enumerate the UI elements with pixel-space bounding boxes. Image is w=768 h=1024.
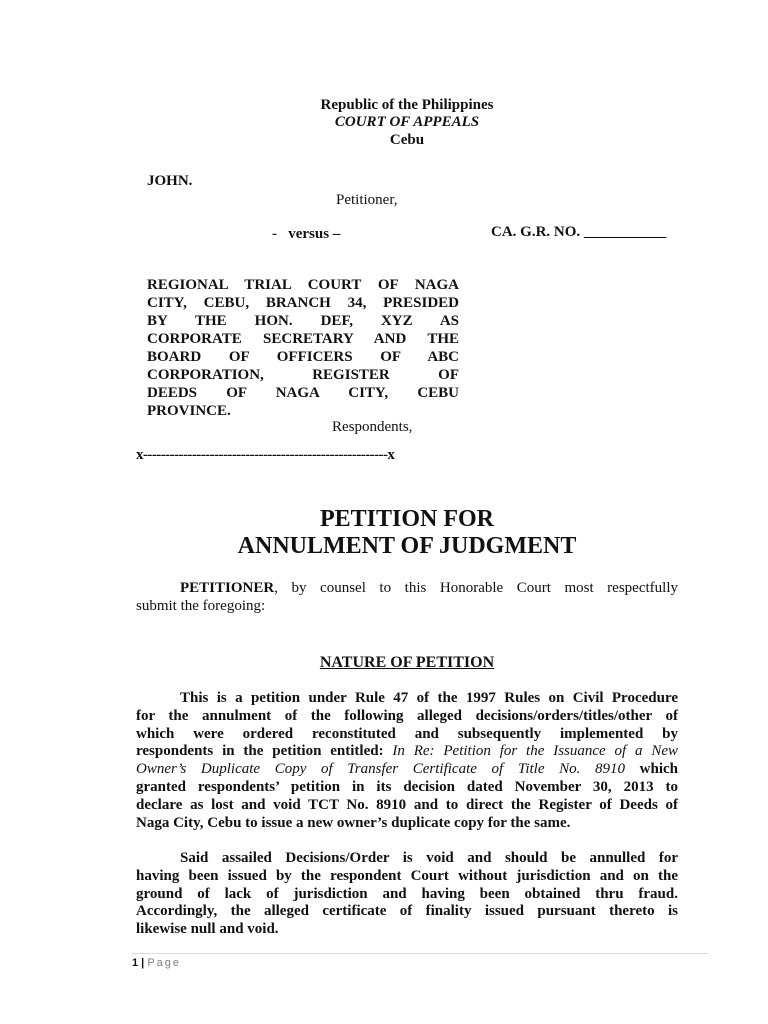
caption-separator: x-------------------------------------------------------x (136, 447, 395, 463)
respondents-label: Respondents, (332, 419, 413, 435)
document-title-line1: PETITION FOR (319, 506, 495, 532)
paragraph-line: likewise null and void. (136, 921, 279, 938)
intro-line: submit the foregoing: (136, 597, 266, 614)
paragraph-line: having been issued by the respondent Court without jurisdiction and on the (136, 867, 678, 884)
page-number: 1 (132, 957, 139, 969)
paragraph-line (136, 743, 678, 761)
respondents-line: CITY, CEBU, BRANCH 34, PRESIDED (147, 295, 459, 311)
paragraph-line: granted respondents’ petition in its decision dated November 30, 2013 to (136, 778, 678, 795)
footer-divider (132, 953, 708, 954)
header-city: Cebu (389, 132, 425, 148)
versus-label: - versus – (272, 226, 341, 242)
intro-rest: , by counsel to this Honorable Court most respectfully (274, 580, 678, 596)
petitioner-name: JOHN. (147, 173, 193, 189)
paragraph-nature (136, 690, 678, 832)
respondents-line: REGIONAL TRIAL COURT OF NAGA (147, 277, 459, 293)
paragraph-line (136, 761, 678, 779)
paragraph-line: declare as lost and void TCT No. 8910 and to direct the Register of Deeds of (136, 796, 678, 813)
paragraph-text: which (625, 761, 679, 778)
respondents-block (147, 276, 459, 420)
paragraph-line: Said assailed Decisions/Order is void and should be annulled for (180, 850, 678, 866)
paragraph-line: This is a petition under Rule 47 of the 1997 Rules on Civil Procedure (180, 690, 678, 706)
header-republic: Republic of the Philippines (320, 97, 494, 113)
respondents-line: PROVINCE. (147, 403, 231, 419)
case-title-italic: In Re: Petition for the Issuance of a New (392, 743, 679, 760)
paragraph-line: Accordingly, the alleged certificate of finality issued pursuant thereto is (136, 903, 678, 920)
paragraph-line: Naga City, Cebu to issue a new owner’s duplicate copy for the same. (136, 814, 571, 831)
paragraph-line: ground of lack of jurisdiction and having been obtained thru fraud. (136, 885, 678, 902)
case-number: CA. G.R. NO. ___________ (491, 224, 667, 240)
footer-separator: | (138, 957, 148, 969)
header-court: COURT OF APPEALS (334, 114, 480, 130)
intro-paragraph (136, 580, 678, 616)
document-title-line2: ANNULMENT OF JUDGMENT (237, 533, 577, 559)
page-label: Page (147, 957, 182, 969)
intro-lead: PETITIONER (180, 580, 275, 596)
respondents-line: BOARD OF OFFICERS OF ABC (147, 349, 459, 365)
section-heading: NATURE OF PETITION (319, 654, 495, 671)
paragraph-void (136, 850, 678, 939)
respondents-line: DEEDS OF NAGA CITY, CEBU (147, 385, 459, 401)
respondents-line: CORPORATION, REGISTER OF (147, 367, 459, 383)
paragraph-text: respondents in the petition entitled: (136, 743, 393, 760)
page-footer (132, 956, 181, 970)
respondents-line: BY THE HON. DEF, XYZ AS (147, 313, 459, 329)
paragraph-line: for the annulment of the following alleged decisions/orders/titles/other of (136, 707, 678, 724)
respondents-line: CORPORATE SECRETARY AND THE (147, 331, 459, 347)
case-title-italic: Owner’s Duplicate Copy of Transfer Certificate of Title No. 8910 (136, 761, 626, 778)
paragraph-line: which were ordered reconstituted and subsequently implemented by (136, 725, 678, 742)
petitioner-label: Petitioner, (336, 192, 398, 208)
intro-line (136, 580, 678, 598)
